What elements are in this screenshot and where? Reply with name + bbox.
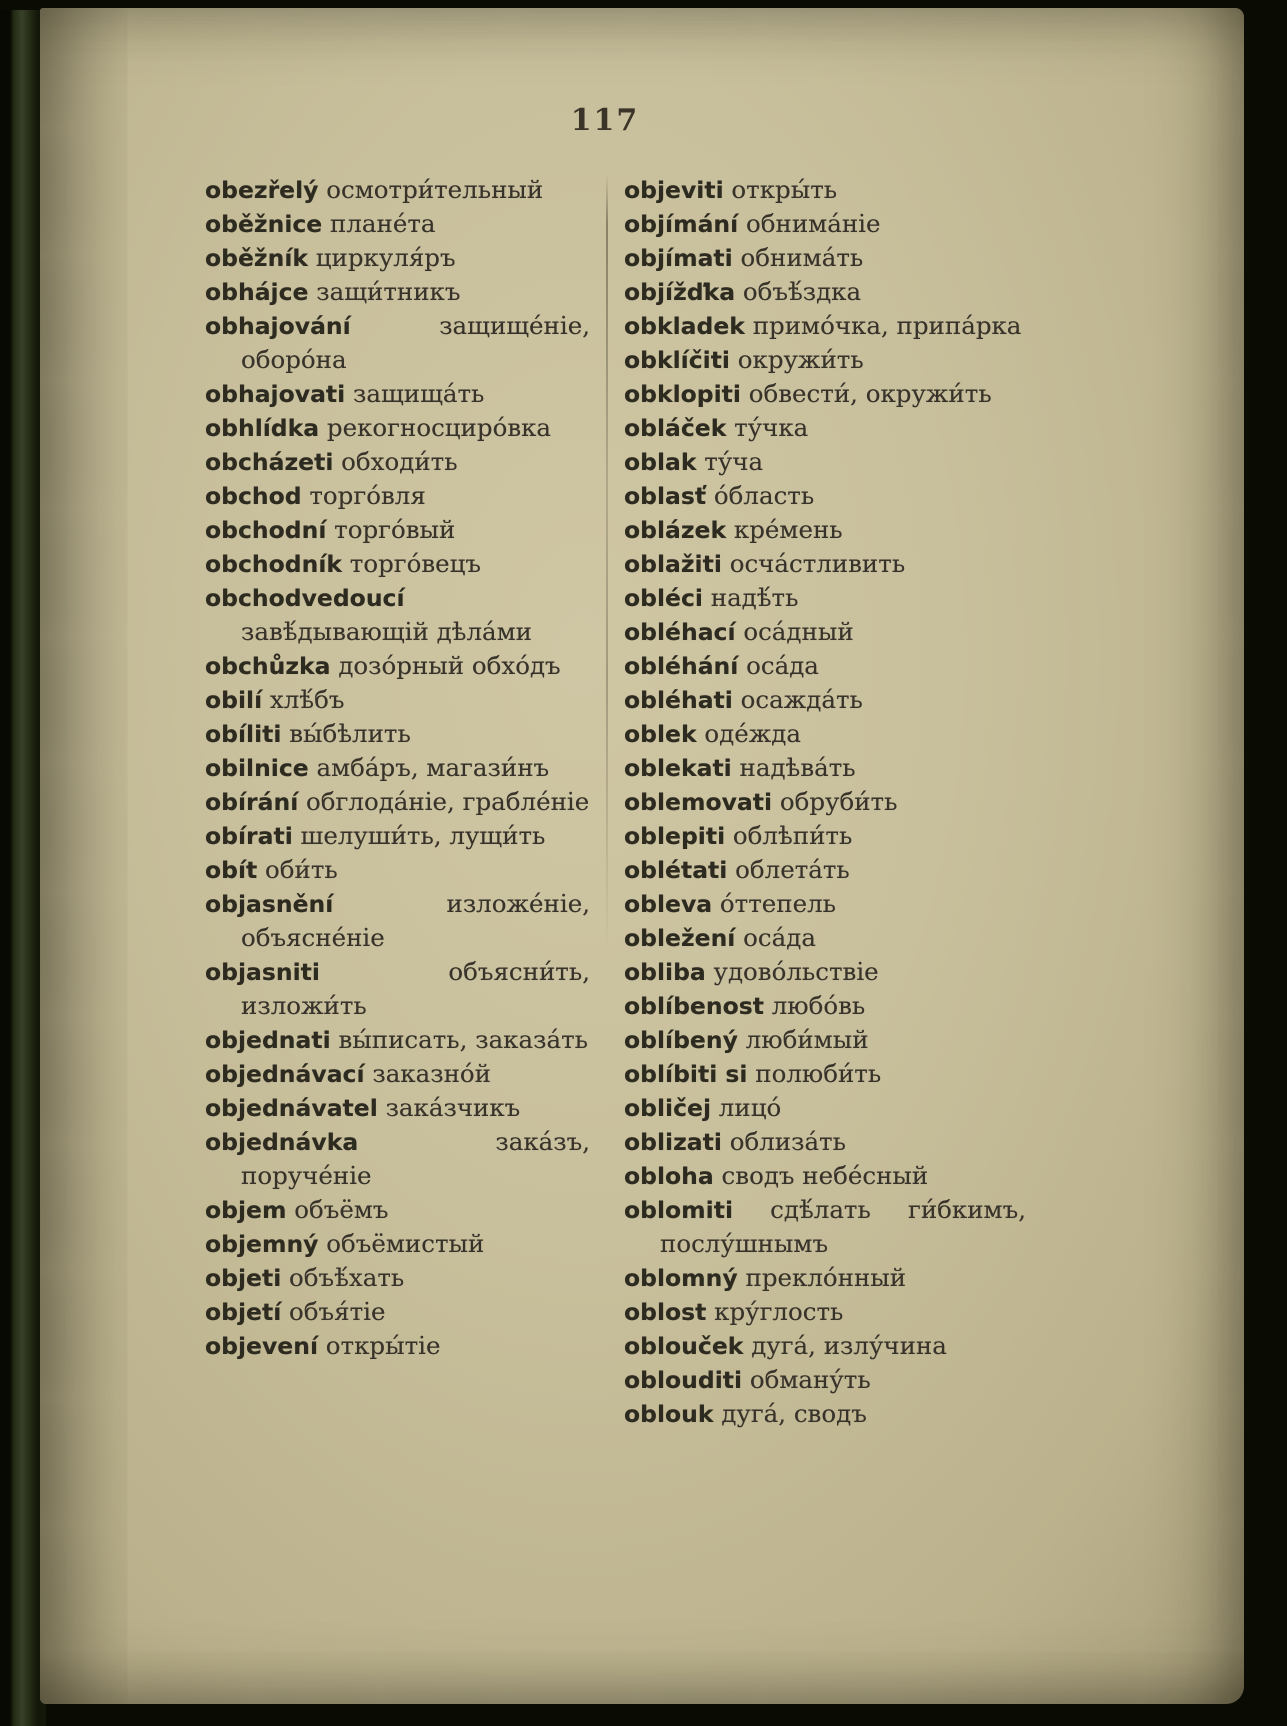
translation: окружи́ть (729, 345, 864, 374)
headword: objetí (205, 1298, 282, 1326)
dictionary-entry (624, 752, 1026, 786)
headword: oblažiti (624, 550, 722, 578)
dictionary-entry (205, 514, 590, 548)
dictionary-entry (205, 752, 590, 786)
translation: о́бласть (706, 481, 815, 510)
translation: хлѣ́бъ (262, 685, 345, 714)
dictionary-entry (205, 888, 590, 956)
translation: зака́зчикъ (377, 1093, 521, 1122)
headword: oblouček (624, 1332, 744, 1360)
headword: objednávatel (205, 1094, 378, 1122)
dictionary-entry (205, 1194, 590, 1228)
translation: ту́ча (696, 447, 764, 476)
dictionary-entry (624, 616, 1026, 650)
headword: obleva (624, 890, 713, 918)
headword: obloha (624, 1162, 714, 1190)
dictionary-entry (624, 1296, 1026, 1330)
dictionary-entry (624, 786, 1026, 820)
translation: сводъ небе́сный (713, 1161, 929, 1190)
headword: oblizati (624, 1128, 722, 1156)
translation: прекло́нный (737, 1263, 907, 1292)
dictionary-entry (624, 888, 1026, 922)
translation: дозо́рный обхо́дъ (330, 651, 561, 680)
translation: торго́вля (301, 481, 426, 510)
dictionary-entry (624, 480, 1026, 514)
translation: откры́ть (723, 175, 838, 204)
headword: objevení (205, 1332, 319, 1360)
dictionary-entry (624, 174, 1026, 208)
translation: обруби́ть (772, 787, 898, 816)
headword: obchůzka (205, 652, 331, 680)
headword: oblemovati (624, 788, 773, 816)
headword: objímání (624, 210, 739, 238)
dictionary-entry (205, 1228, 590, 1262)
translation: шелуши́ть, лущи́ть (292, 821, 546, 850)
headword: obláček (624, 414, 727, 442)
translation: вы́писать, заказа́ть (330, 1025, 588, 1054)
headword: oblepiti (624, 822, 726, 850)
translation: объѣ́здка (735, 277, 862, 306)
headword: obléhání (624, 652, 739, 680)
dictionary-entry (624, 1058, 1026, 1092)
translation: торго́вый (326, 515, 456, 544)
headword: obléhati (624, 686, 733, 714)
column-right (624, 174, 1026, 1432)
translation: полюби́ть (747, 1059, 882, 1088)
translation: оде́жда (696, 719, 801, 748)
headword: oblázek (624, 516, 727, 544)
dictionary-entry (205, 650, 590, 684)
translation: объя́тіе (281, 1297, 386, 1326)
dictionary-entry (205, 1126, 590, 1194)
translation: откры́тіе (318, 1331, 441, 1360)
translation: обнима́ть (732, 243, 864, 272)
headword: oblasť (624, 482, 707, 510)
headword: oblomný (624, 1264, 738, 1292)
headword: obkladek (624, 312, 745, 340)
translation: осмотри́тельный (318, 175, 544, 204)
translation: обману́ть (742, 1365, 871, 1394)
headword: obléhací (624, 618, 736, 646)
translation: дуга́, сводъ (713, 1399, 867, 1428)
headword: oblak (624, 448, 697, 476)
dictionary-entry (624, 310, 1026, 344)
headword: obilnice (205, 754, 309, 782)
dictionary-entry (624, 208, 1026, 242)
page-number: 117 (570, 103, 640, 138)
dictionary-entry (624, 344, 1026, 378)
dictionary-entry (624, 820, 1026, 854)
headword: objednávka (205, 1128, 359, 1156)
translation: осча́стливить (721, 549, 906, 578)
dictionary-entry (205, 1330, 590, 1364)
dictionary-entry (205, 1058, 590, 1092)
dictionary-entry (624, 650, 1026, 684)
translation: сдѣ́лать ги́бкимъ, послу́шнымъ (660, 1195, 1026, 1258)
dictionary-entry (624, 412, 1026, 446)
translation: дуга́, излу́чина (743, 1331, 947, 1360)
dictionary-entry (624, 1092, 1026, 1126)
dictionary-columns (205, 174, 1026, 1432)
translation: обвести́, окружи́ть (740, 379, 992, 408)
headword: obhajování (205, 312, 351, 340)
dictionary-entry (205, 446, 590, 480)
headword: obezřelý (205, 176, 319, 204)
translation: удово́льствіе (705, 957, 879, 986)
headword: oblétati (624, 856, 728, 884)
dictionary-entry (624, 1398, 1026, 1432)
dictionary-entry (624, 276, 1026, 310)
dictionary-entry (205, 412, 590, 446)
dictionary-entry (205, 1296, 590, 1330)
translation: изложе́ніе, объясне́ніе (241, 889, 590, 952)
dictionary-entry (624, 1330, 1026, 1364)
headword: objednati (205, 1026, 331, 1054)
dictionary-entry (205, 1262, 590, 1296)
translation: объёмъ (286, 1195, 389, 1224)
dictionary-entry (205, 786, 590, 820)
dictionary-entry (624, 684, 1026, 718)
headword: oběžnice (205, 210, 323, 238)
translation: объёмистый (318, 1229, 485, 1258)
translation: вы́бѣлить (281, 719, 411, 748)
headword: obhlídka (205, 414, 320, 442)
headword: oblíbiti si (624, 1060, 748, 1088)
dictionary-entry (624, 1126, 1026, 1160)
translation: ту́чка (726, 413, 809, 442)
headword: objasnění (205, 890, 334, 918)
headword: obchodvedoucí (205, 584, 405, 612)
headword: obhájce (205, 278, 309, 306)
dictionary-entry (205, 1024, 590, 1058)
translation: облиза́ть (721, 1127, 846, 1156)
headword: obírati (205, 822, 293, 850)
dictionary-entry (624, 922, 1026, 956)
headword: obhajovati (205, 380, 346, 408)
dictionary-entry (205, 582, 590, 650)
headword: obchodník (205, 550, 343, 578)
translation: обнима́ніе (738, 209, 881, 238)
translation: облета́ть (727, 855, 850, 884)
translation: торго́вецъ (342, 549, 482, 578)
translation: о́ттепель (712, 889, 837, 918)
headword: oblíbený (624, 1026, 738, 1054)
headword: oblekati (624, 754, 732, 782)
dictionary-entry (624, 242, 1026, 276)
dictionary-entry (624, 1160, 1026, 1194)
translation: оса́да (735, 923, 816, 952)
translation: защи́тникъ (308, 277, 461, 306)
dictionary-entry (624, 1364, 1026, 1398)
translation: примо́чка, припа́рка (744, 311, 1022, 340)
translation: оса́дный (735, 617, 854, 646)
headword: oblek (624, 720, 697, 748)
translation: надѣва́ть (731, 753, 856, 782)
headword: objednávací (205, 1060, 365, 1088)
headword: obličej (624, 1094, 712, 1122)
dictionary-entry (205, 174, 590, 208)
headword: obležení (624, 924, 736, 952)
headword: oběžník (205, 244, 308, 272)
headword: obcházeti (205, 448, 334, 476)
translation: заказно́й (364, 1059, 491, 1088)
dictionary-entry (624, 582, 1026, 616)
headword: oblíbenost (624, 992, 764, 1020)
translation: осажда́ть (732, 685, 863, 714)
dictionary-entry (624, 854, 1026, 888)
translation: рекогносциро́вка (319, 413, 552, 442)
dictionary-entry (205, 718, 590, 752)
dictionary-entry (205, 310, 590, 378)
translation: объѣ́хать (281, 1263, 405, 1292)
translation: объясни́ть, изложи́ть (241, 957, 590, 1020)
headword: oblouditi (624, 1366, 743, 1394)
dictionary-entry (624, 1024, 1026, 1058)
dictionary-entry (624, 514, 1026, 548)
headword: obklopiti (624, 380, 741, 408)
headword: obléci (624, 584, 703, 612)
translation: зака́зъ, поруче́ніе (241, 1127, 590, 1190)
headword: objížďka (624, 278, 736, 306)
translation: обходи́ть (333, 447, 458, 476)
headword: obklíčiti (624, 346, 730, 374)
translation: любо́вь (763, 991, 866, 1020)
headword: obít (205, 856, 258, 884)
translation: амба́ръ, магази́нъ (308, 753, 550, 782)
dictionary-entry (205, 1092, 590, 1126)
headword: obchod (205, 482, 302, 510)
translation: облѣпи́ть (725, 821, 853, 850)
dictionary-entry (205, 684, 590, 718)
headword: obliba (624, 958, 706, 986)
translation: оса́да (738, 651, 819, 680)
translation: люби́мый (737, 1025, 869, 1054)
dictionary-entry (205, 276, 590, 310)
headword: objasniti (205, 958, 320, 986)
dictionary-entry (205, 956, 590, 1024)
dictionary-entry (205, 378, 590, 412)
dictionary-entry (624, 446, 1026, 480)
column-divider (606, 174, 608, 1432)
dictionary-entry (205, 242, 590, 276)
dictionary-entry (624, 718, 1026, 752)
headword: obchodní (205, 516, 327, 544)
headword: oblomiti (624, 1196, 733, 1224)
dictionary-entry (205, 480, 590, 514)
translation: циркуля́ръ (308, 243, 456, 272)
translation: защища́ть (345, 379, 485, 408)
dictionary-entry (624, 1194, 1026, 1262)
headword: objímati (624, 244, 733, 272)
translation: надѣ́ть (702, 583, 799, 612)
headword: oblouk (624, 1400, 714, 1428)
translation: кру́глость (706, 1297, 844, 1326)
column-left (205, 174, 590, 1432)
translation: обглода́ніе, грабле́ніе (298, 787, 590, 816)
dictionary-entry (205, 548, 590, 582)
dictionary-entry (624, 1262, 1026, 1296)
headword: obíliti (205, 720, 282, 748)
dictionary-entry (624, 956, 1026, 990)
translation: завѣ́дывающій дѣла́ми (241, 617, 532, 646)
headword: obilí (205, 686, 263, 714)
paper-page (40, 8, 1244, 1704)
dictionary-entry (624, 378, 1026, 412)
translation: лицо́ (711, 1093, 782, 1122)
translation: кре́мень (726, 515, 843, 544)
translation: оби́ть (257, 855, 338, 884)
headword: oblost (624, 1298, 707, 1326)
headword: obírání (205, 788, 299, 816)
headword: objeviti (624, 176, 724, 204)
headword: objem (205, 1196, 287, 1224)
headword: objemný (205, 1230, 319, 1258)
translation: защище́ніе, оборо́на (241, 311, 590, 374)
dictionary-entry (205, 854, 590, 888)
dictionary-entry (205, 208, 590, 242)
headword: objeti (205, 1264, 282, 1292)
dictionary-entry (624, 548, 1026, 582)
dictionary-entry (624, 990, 1026, 1024)
translation: плане́та (322, 209, 436, 238)
dictionary-entry (205, 820, 590, 854)
